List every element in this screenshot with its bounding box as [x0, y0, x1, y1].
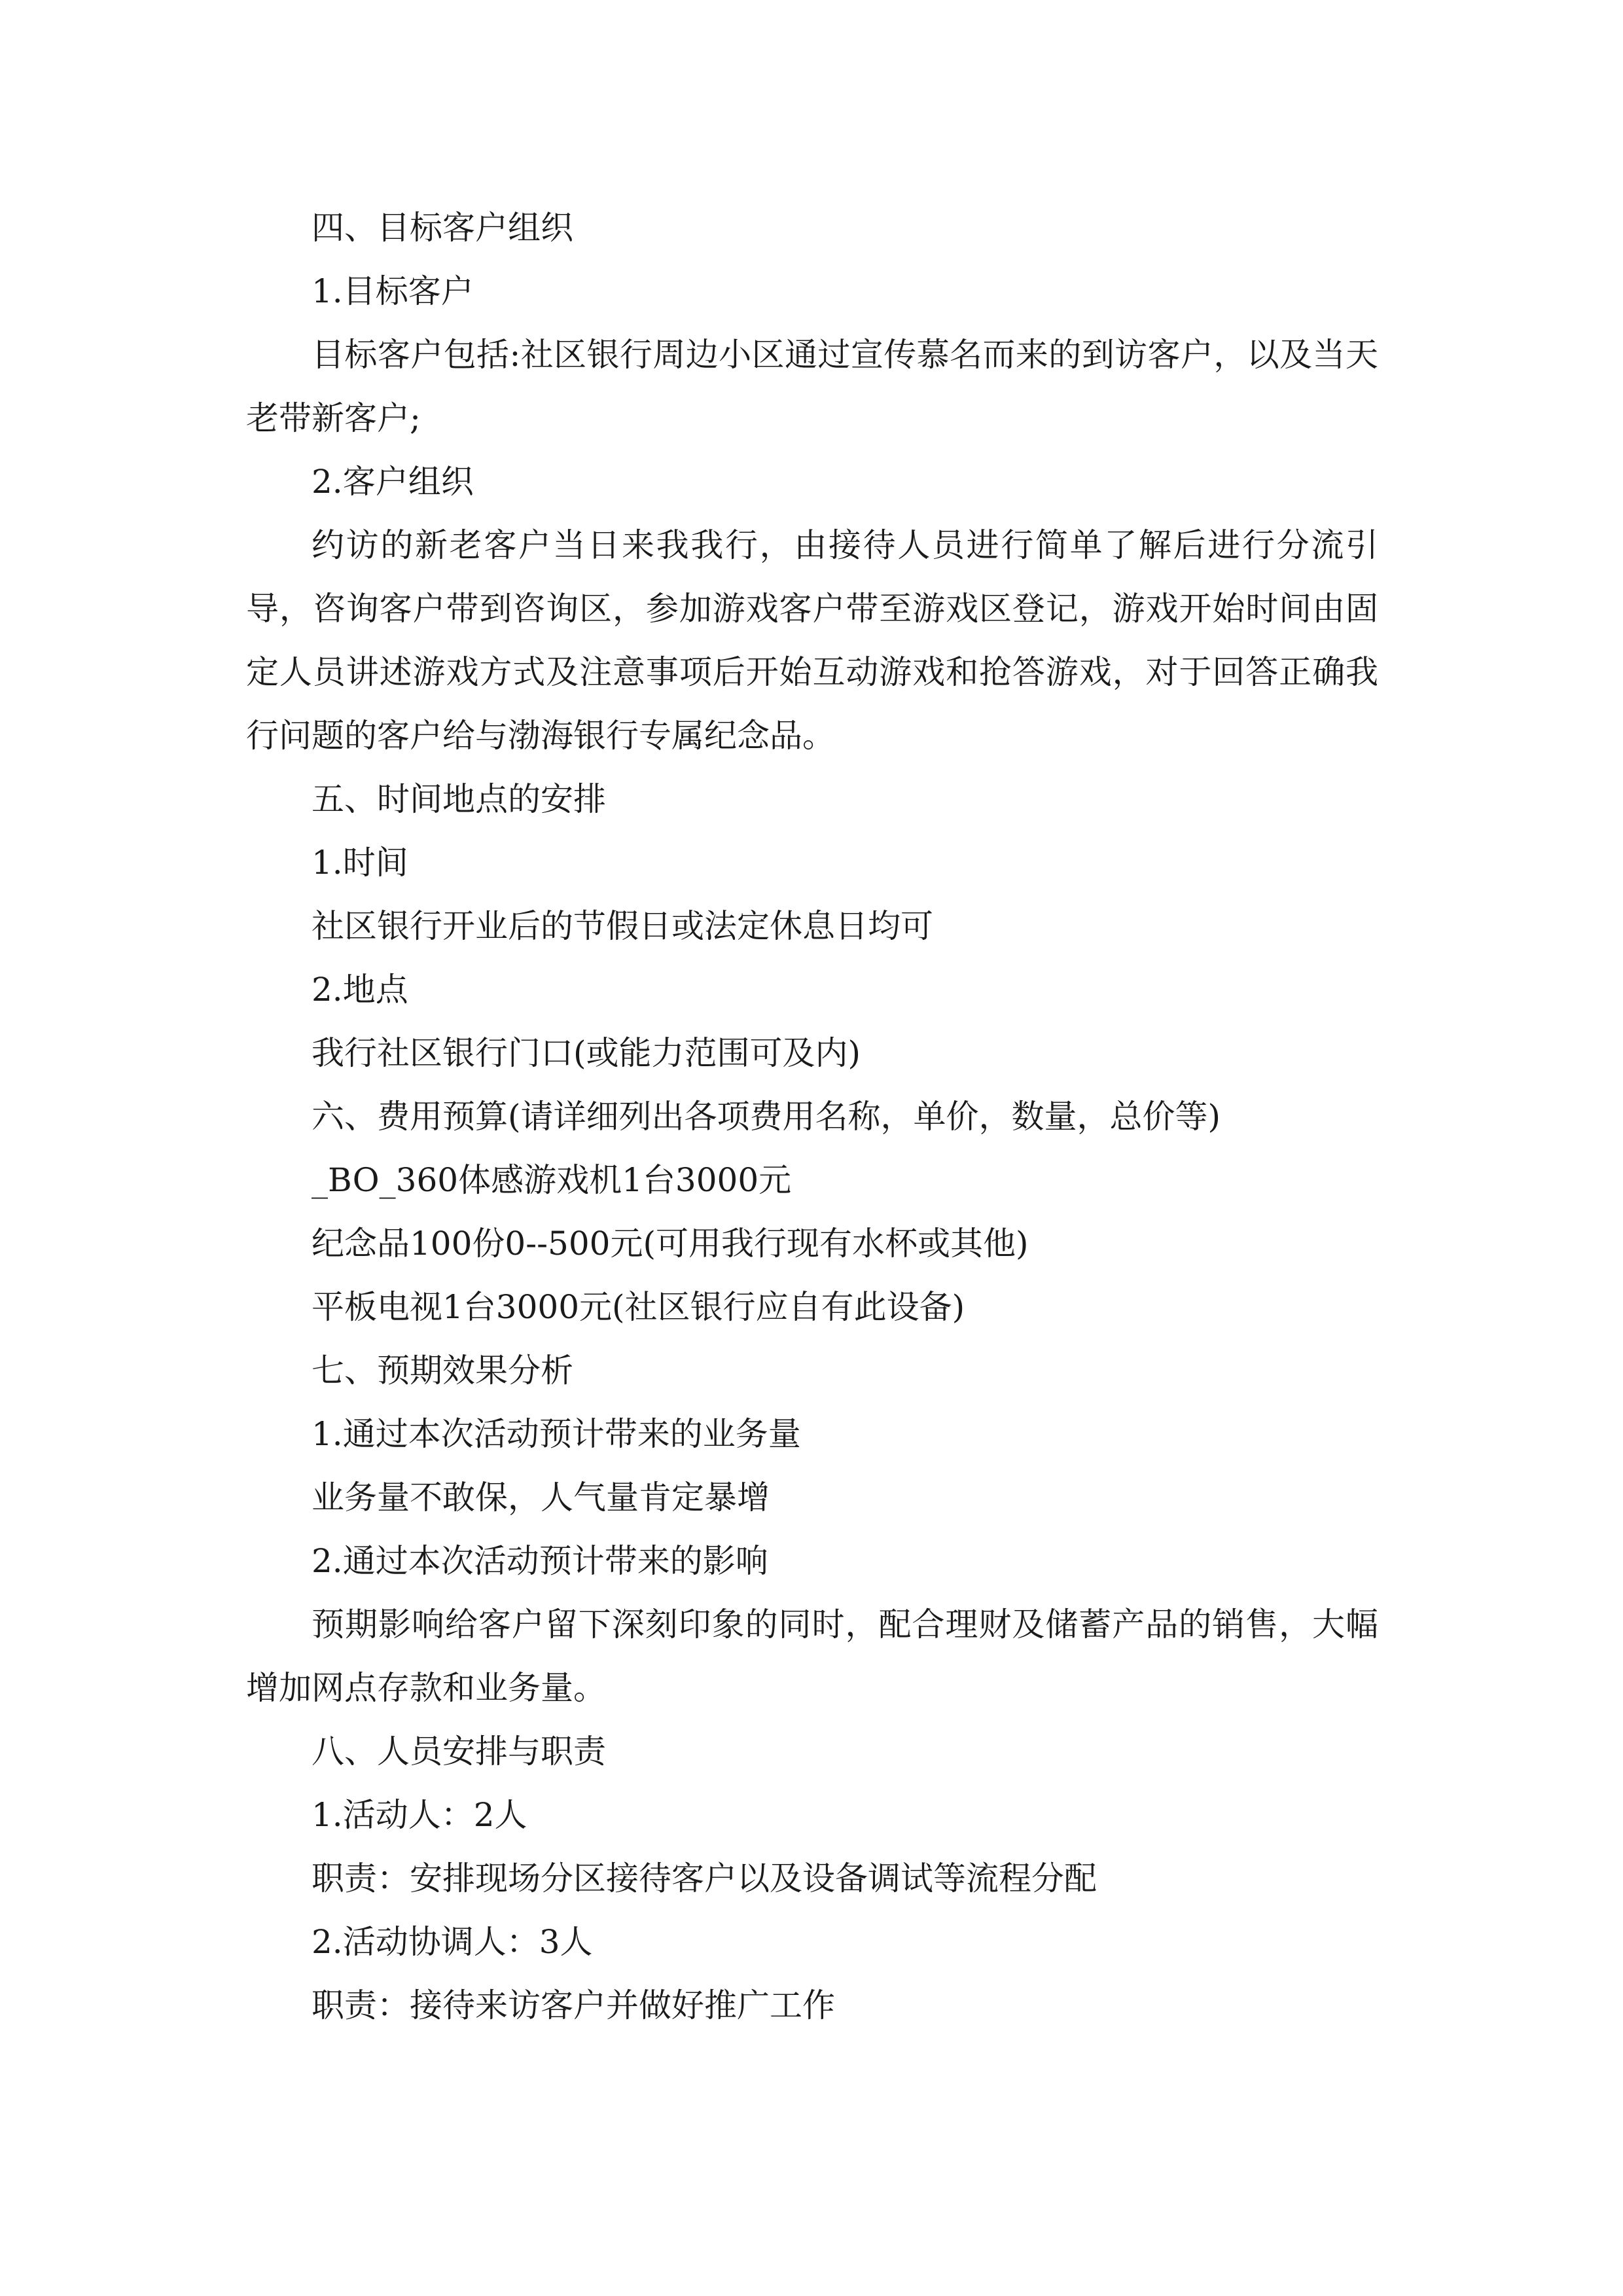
- item-title-location: 2.地点: [312, 971, 408, 1009]
- paragraph-impact: 预期影响给客户留下深刻印象的同时，配合理财及储蓄产品的销售，大幅增加网点存款和业务量。: [246, 1605, 1378, 1707]
- item-title-coordinators: 2.活动协调人：3人: [312, 1923, 593, 1961]
- budget-line-tv: 平板电视1台3000元(社区银行应自有此设备): [312, 1288, 965, 1326]
- section-heading-4: 四、目标客户组织: [312, 209, 573, 247]
- paragraph-time: 社区银行开业后的节假日或法定休息日均可: [312, 907, 933, 945]
- item-title-impact: 2.通过本次活动预计带来的影响: [312, 1542, 768, 1580]
- document-body: [246, 196, 1378, 2037]
- item-title-time: 1.时间: [312, 844, 408, 882]
- paragraph-customer-organization: 约访的新老客户当日来我我行，由接待人员进行简单了解后进行分流引导，咨询客户带到咨询区，参加游戏客户带至游戏区登记，游戏开始时间由固定人员讲述游戏方式及注意事项后开始互动游戏和抢答游戏，对于回答正确我行问题的客户给与渤海银行专属纪念品。: [246, 526, 1378, 755]
- budget-line-game-console: _BO_360体感游戏机1台3000元: [312, 1161, 792, 1199]
- section-heading-6: 六、费用预算(请详细列出各项费用名称，单价，数量，总价等): [312, 1098, 1221, 1136]
- section-heading-8: 八、人员安排与职责: [312, 1732, 606, 1770]
- item-title-activity-staff: 1.活动人：2人: [312, 1796, 527, 1834]
- paragraph-location: 我行社区银行门口(或能力范围可及内): [312, 1034, 861, 1072]
- budget-line-souvenirs: 纪念品100份0--500元(可用我行现有水杯或其他): [312, 1225, 1029, 1263]
- item-title-target-customers: 1.目标客户: [312, 272, 474, 310]
- paragraph-activity-staff-duty: 职责：安排现场分区接待客户以及设备调试等流程分配: [312, 1859, 1097, 1897]
- paragraph-target-customers: 目标客户包括:社区银行周边小区通过宣传慕名而来的到访客户，以及当天老带新客户;: [246, 336, 1378, 437]
- paragraph-business-volume: 业务量不敢保，人气量肯定暴增: [312, 1479, 770, 1516]
- section-heading-7: 七、预期效果分析: [312, 1352, 573, 1390]
- item-title-customer-organization: 2.客户组织: [312, 463, 474, 501]
- paragraph-coordinators-duty: 职责：接待来访客户并做好推广工作: [312, 1986, 835, 2024]
- section-heading-5: 五、时间地点的安排: [312, 780, 606, 818]
- item-title-business-volume: 1.通过本次活动预计带来的业务量: [312, 1415, 801, 1453]
